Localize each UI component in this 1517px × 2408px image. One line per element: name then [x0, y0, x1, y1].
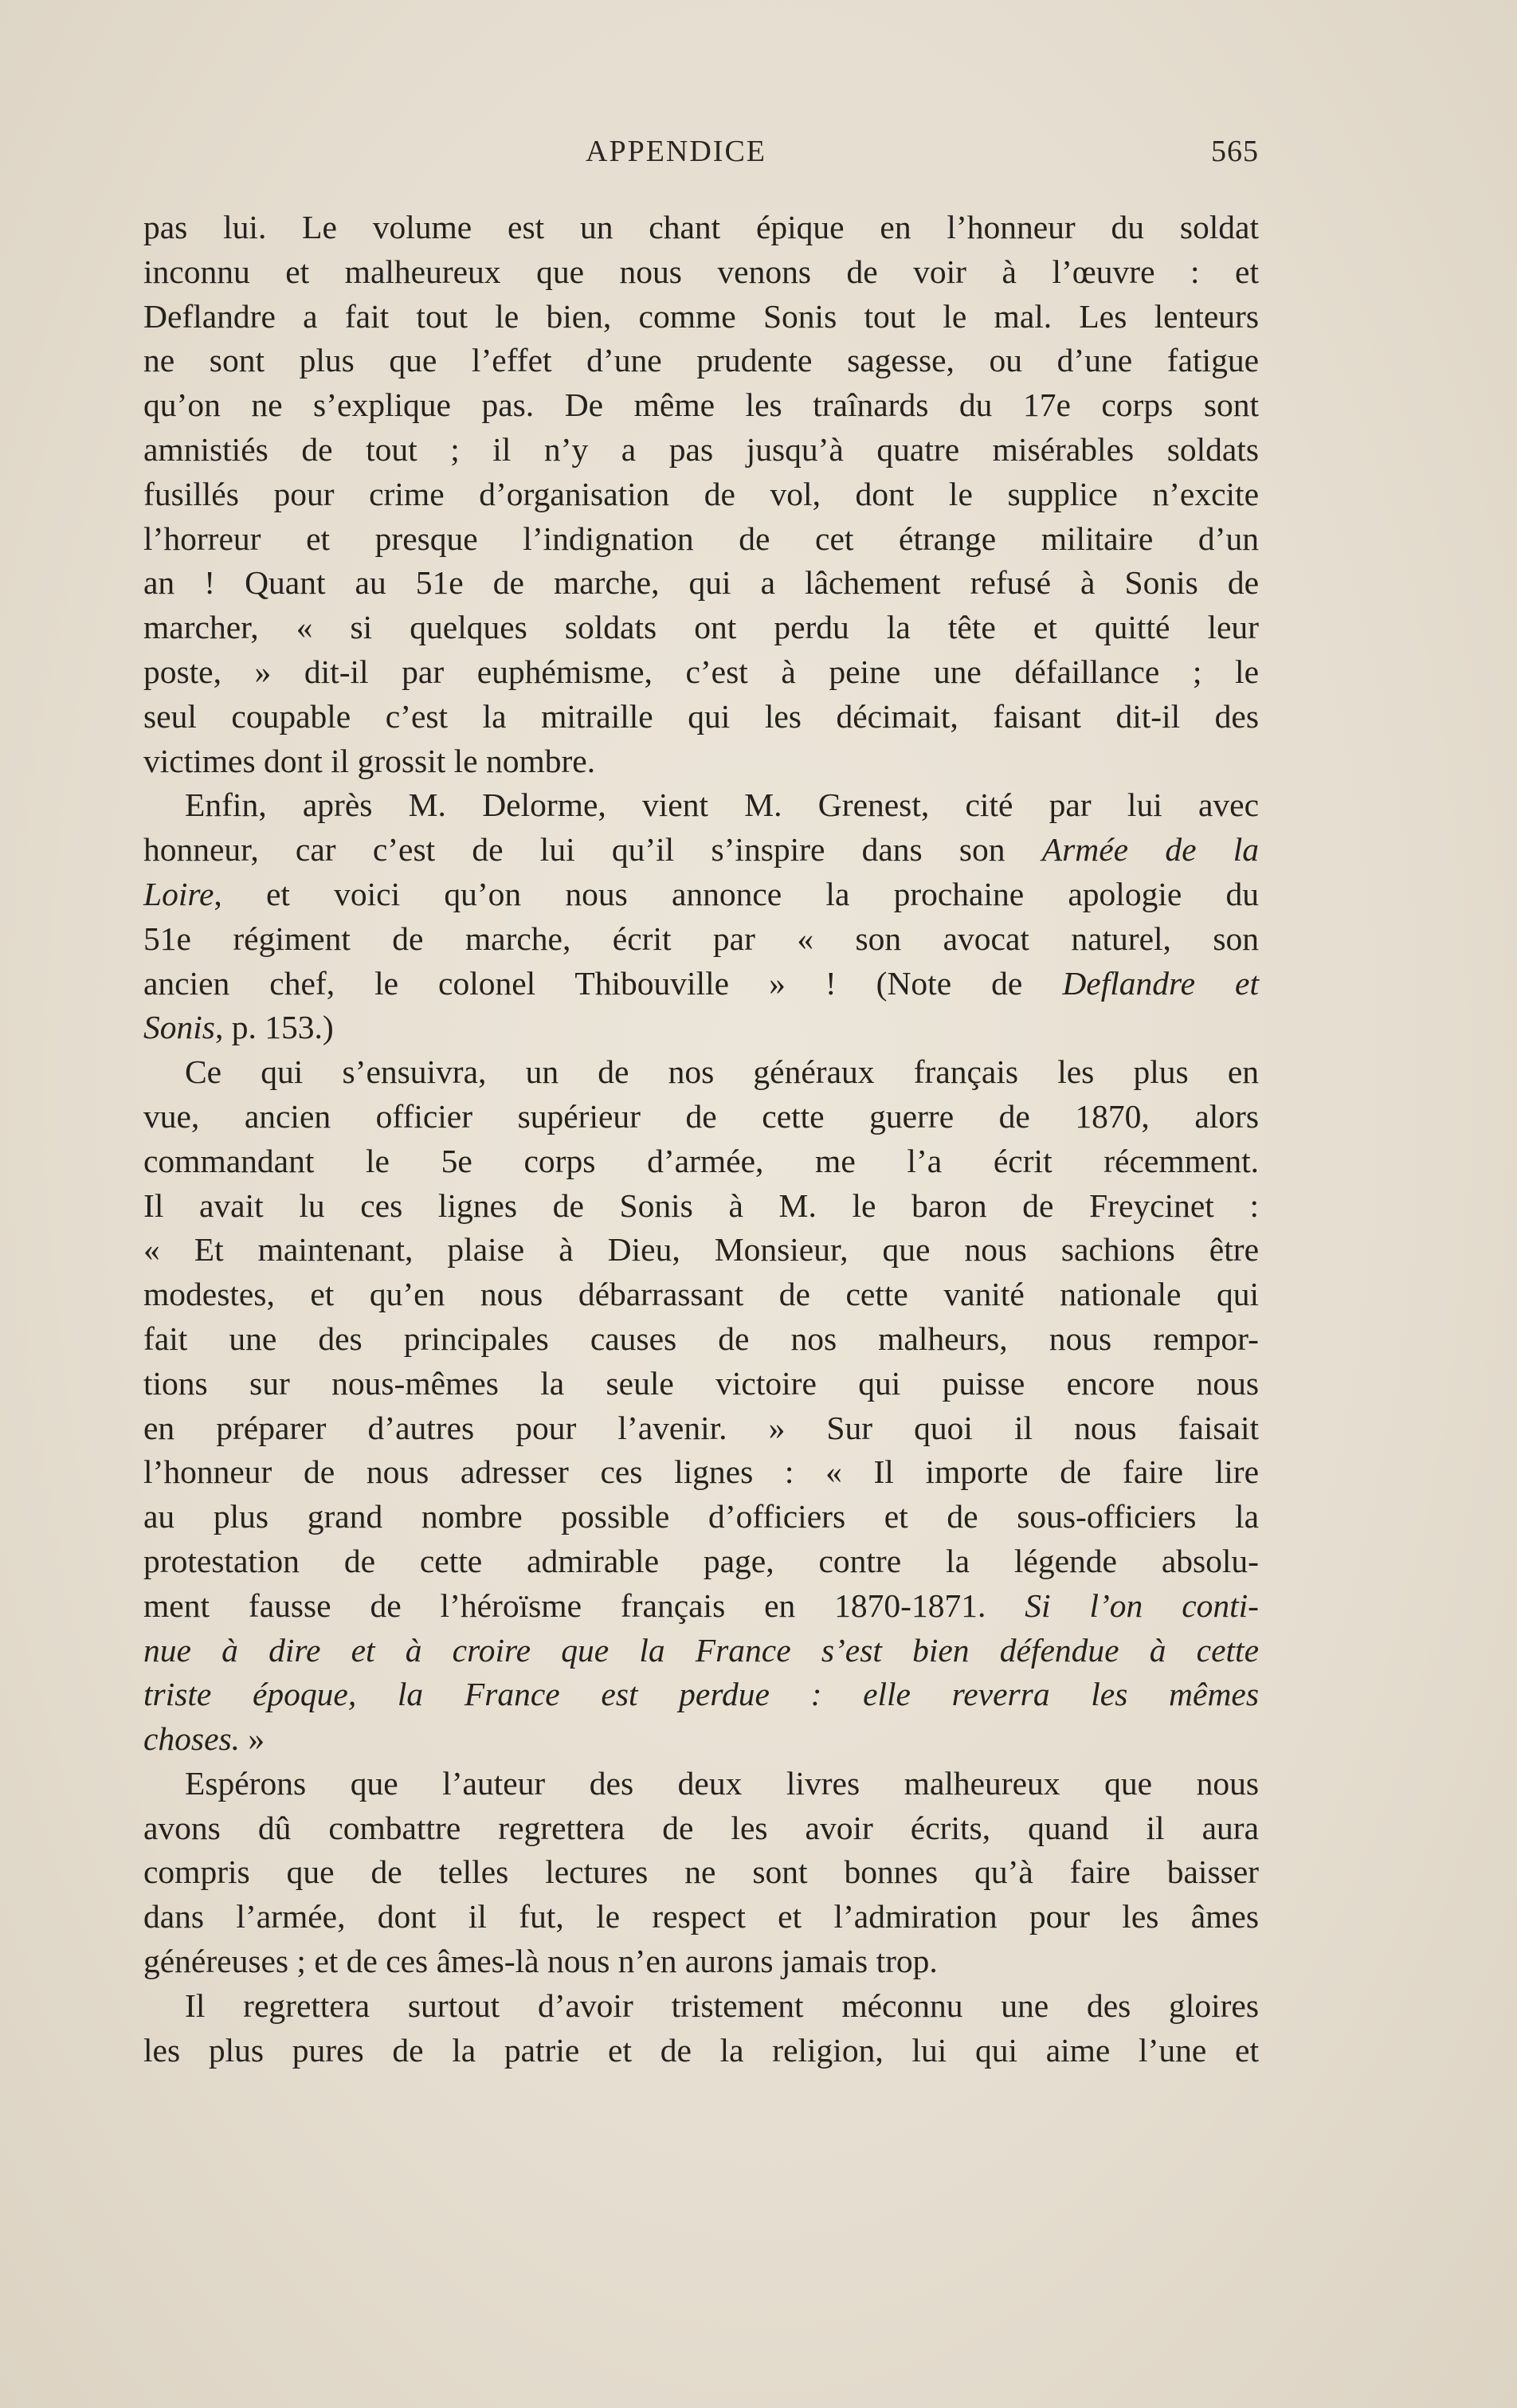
text-line: compris que de telles lectures ne sont bonnes qu’à faire baisser	[143, 1853, 1259, 1891]
text-line	[143, 873, 1259, 917]
text-segment: , et voici qu’on nous annonce la prochaine apologie du	[214, 875, 1259, 912]
text-line: en préparer d’autres pour l’avenir. » Sur quoi il nous faisait	[143, 1409, 1259, 1446]
text-line: modestes, et qu’en nous débarrassant de cette vanité nationale qui	[143, 1276, 1259, 1313]
text-line: victimes dont il grossit le nombre.	[143, 742, 596, 779]
text-line: tions sur nous-mêmes la seule victoire qui puisse encore nous	[143, 1364, 1259, 1402]
text-line: au plus grand nombre possible d’officiers et de sous-officiers la	[143, 1498, 1259, 1535]
text-line	[143, 1006, 1259, 1050]
text-line: Il regrettera surtout d’avoir tristement méconnu une des gloires	[185, 1986, 1259, 2024]
text-line	[143, 828, 1259, 873]
text-line: « Et maintenant, plaise à Dieu, Monsieur, que nous sachions être	[143, 1231, 1259, 1269]
text-line: protestation de cette admirable page, contre la légende absolu-	[143, 1542, 1259, 1579]
italic-text: choses.	[143, 1720, 241, 1758]
text-line: seul coupable c’est la mitraille qui les décimait, faisant dit-il des	[143, 697, 1259, 735]
text-line: fait une des principales causes de nos malheurs, nous rempor-	[143, 1320, 1259, 1357]
text-line	[143, 1673, 1259, 1717]
text-line: marcher, « si quelques soldats ont perdu la tête et quitté leur	[143, 609, 1259, 646]
text-segment: ancien chef, le colonel Thibouville » ! (Note de	[143, 964, 1063, 1002]
body-text	[143, 206, 1259, 2073]
text-line: l’horreur et presque l’indignation de cet étrange militaire d’un	[143, 520, 1259, 557]
text-line: Espérons que l’auteur des deux livres malheureux que nous	[185, 1764, 1259, 1802]
text-line: fusillés pour crime d’organisation de vol, dont le supplice n’excite	[143, 475, 1259, 512]
text-line: vue, ancien officier supérieur de cette guerre de 1870, alors	[143, 1097, 1259, 1135]
text-line: qu’on ne s’explique pas. De même les traînards du 17e corps sont	[143, 386, 1259, 424]
italic-text: Sonis	[143, 1009, 215, 1046]
text-line: Ce qui s’ensuivra, un de nos généraux français les plus en	[185, 1053, 1259, 1091]
italic-text: triste époque, la France est perdue : elle reverra les mêmes	[143, 1676, 1259, 1713]
italic-text: Armée de la	[1041, 831, 1260, 869]
italic-text: Si l’on conti-	[1025, 1586, 1259, 1624]
text-line: inconnu et malheureux que nous venons de voir à l’œuvre : et	[143, 253, 1259, 290]
text-segment: , p. 153.)	[214, 1009, 334, 1046]
italic-text: Loire	[143, 875, 214, 912]
text-line: ne sont plus que l’effet d’une prudente sagesse, ou d’une fatigue	[143, 342, 1259, 379]
page-number: 565	[1211, 135, 1259, 168]
text-line: Enfin, après M. Delorme, vient M. Grenest, cité par lui avec	[185, 786, 1259, 824]
text-segment: »	[240, 1720, 265, 1758]
text-line: an ! Quant au 51e de marche, qui a lâchement refusé à Sonis de	[143, 564, 1259, 602]
italic-text: Deflandre et	[1062, 964, 1259, 1002]
text-line	[143, 1584, 1259, 1629]
text-line: avons dû combattre regrettera de les avoir écrits, quand il aura	[143, 1809, 1259, 1846]
text-line	[143, 1629, 1259, 1673]
page-header	[143, 134, 1259, 174]
text-line: pas lui. Le volume est un chant épique en l’honneur du soldat	[143, 209, 1259, 245]
text-segment: ment fausse de l’héroïsme français en 1870-1871.	[143, 1586, 1025, 1624]
text-line: commandant le 5e corps d’armée, me l’a écrit récemment.	[143, 1142, 1259, 1179]
text-line: Il avait lu ces lignes de Sonis à M. le baron de Freycinet :	[143, 1186, 1259, 1224]
text-segment: honneur, car c’est de lui qu’il s’inspire dans son	[143, 831, 1042, 869]
italic-text: nue à dire et à croire que la France s’est bien défendue à cette	[143, 1631, 1259, 1669]
text-line: poste, » dit-il par euphémisme, c’est à peine une défaillance ; le	[143, 653, 1259, 690]
text-line: dans l’armée, dont il fut, le respect et l’admiration pour les âmes	[143, 1898, 1259, 1935]
text-line	[143, 1717, 1259, 1762]
text-line	[143, 962, 1259, 1006]
text-line: l’honneur de nous adresser ces lignes : « Il importe de faire lire	[143, 1453, 1259, 1491]
text-line: 51e régiment de marche, écrit par « son avocat naturel, son	[143, 920, 1259, 957]
text-line: les plus pures de la patrie et de la religion, lui qui aime l’une et	[143, 2031, 1259, 2069]
text-line: généreuses ; et de ces âmes-là nous n’en aurons jamais trop.	[143, 1943, 938, 1980]
running-head: APPENDICE	[586, 135, 767, 168]
text-line: Deflandre a fait tout le bien, comme Sonis tout le mal. Les lenteurs	[143, 297, 1259, 335]
text-line: amnistiés de tout ; il n’y a pas jusqu’à quatre misérables soldats	[143, 430, 1259, 468]
